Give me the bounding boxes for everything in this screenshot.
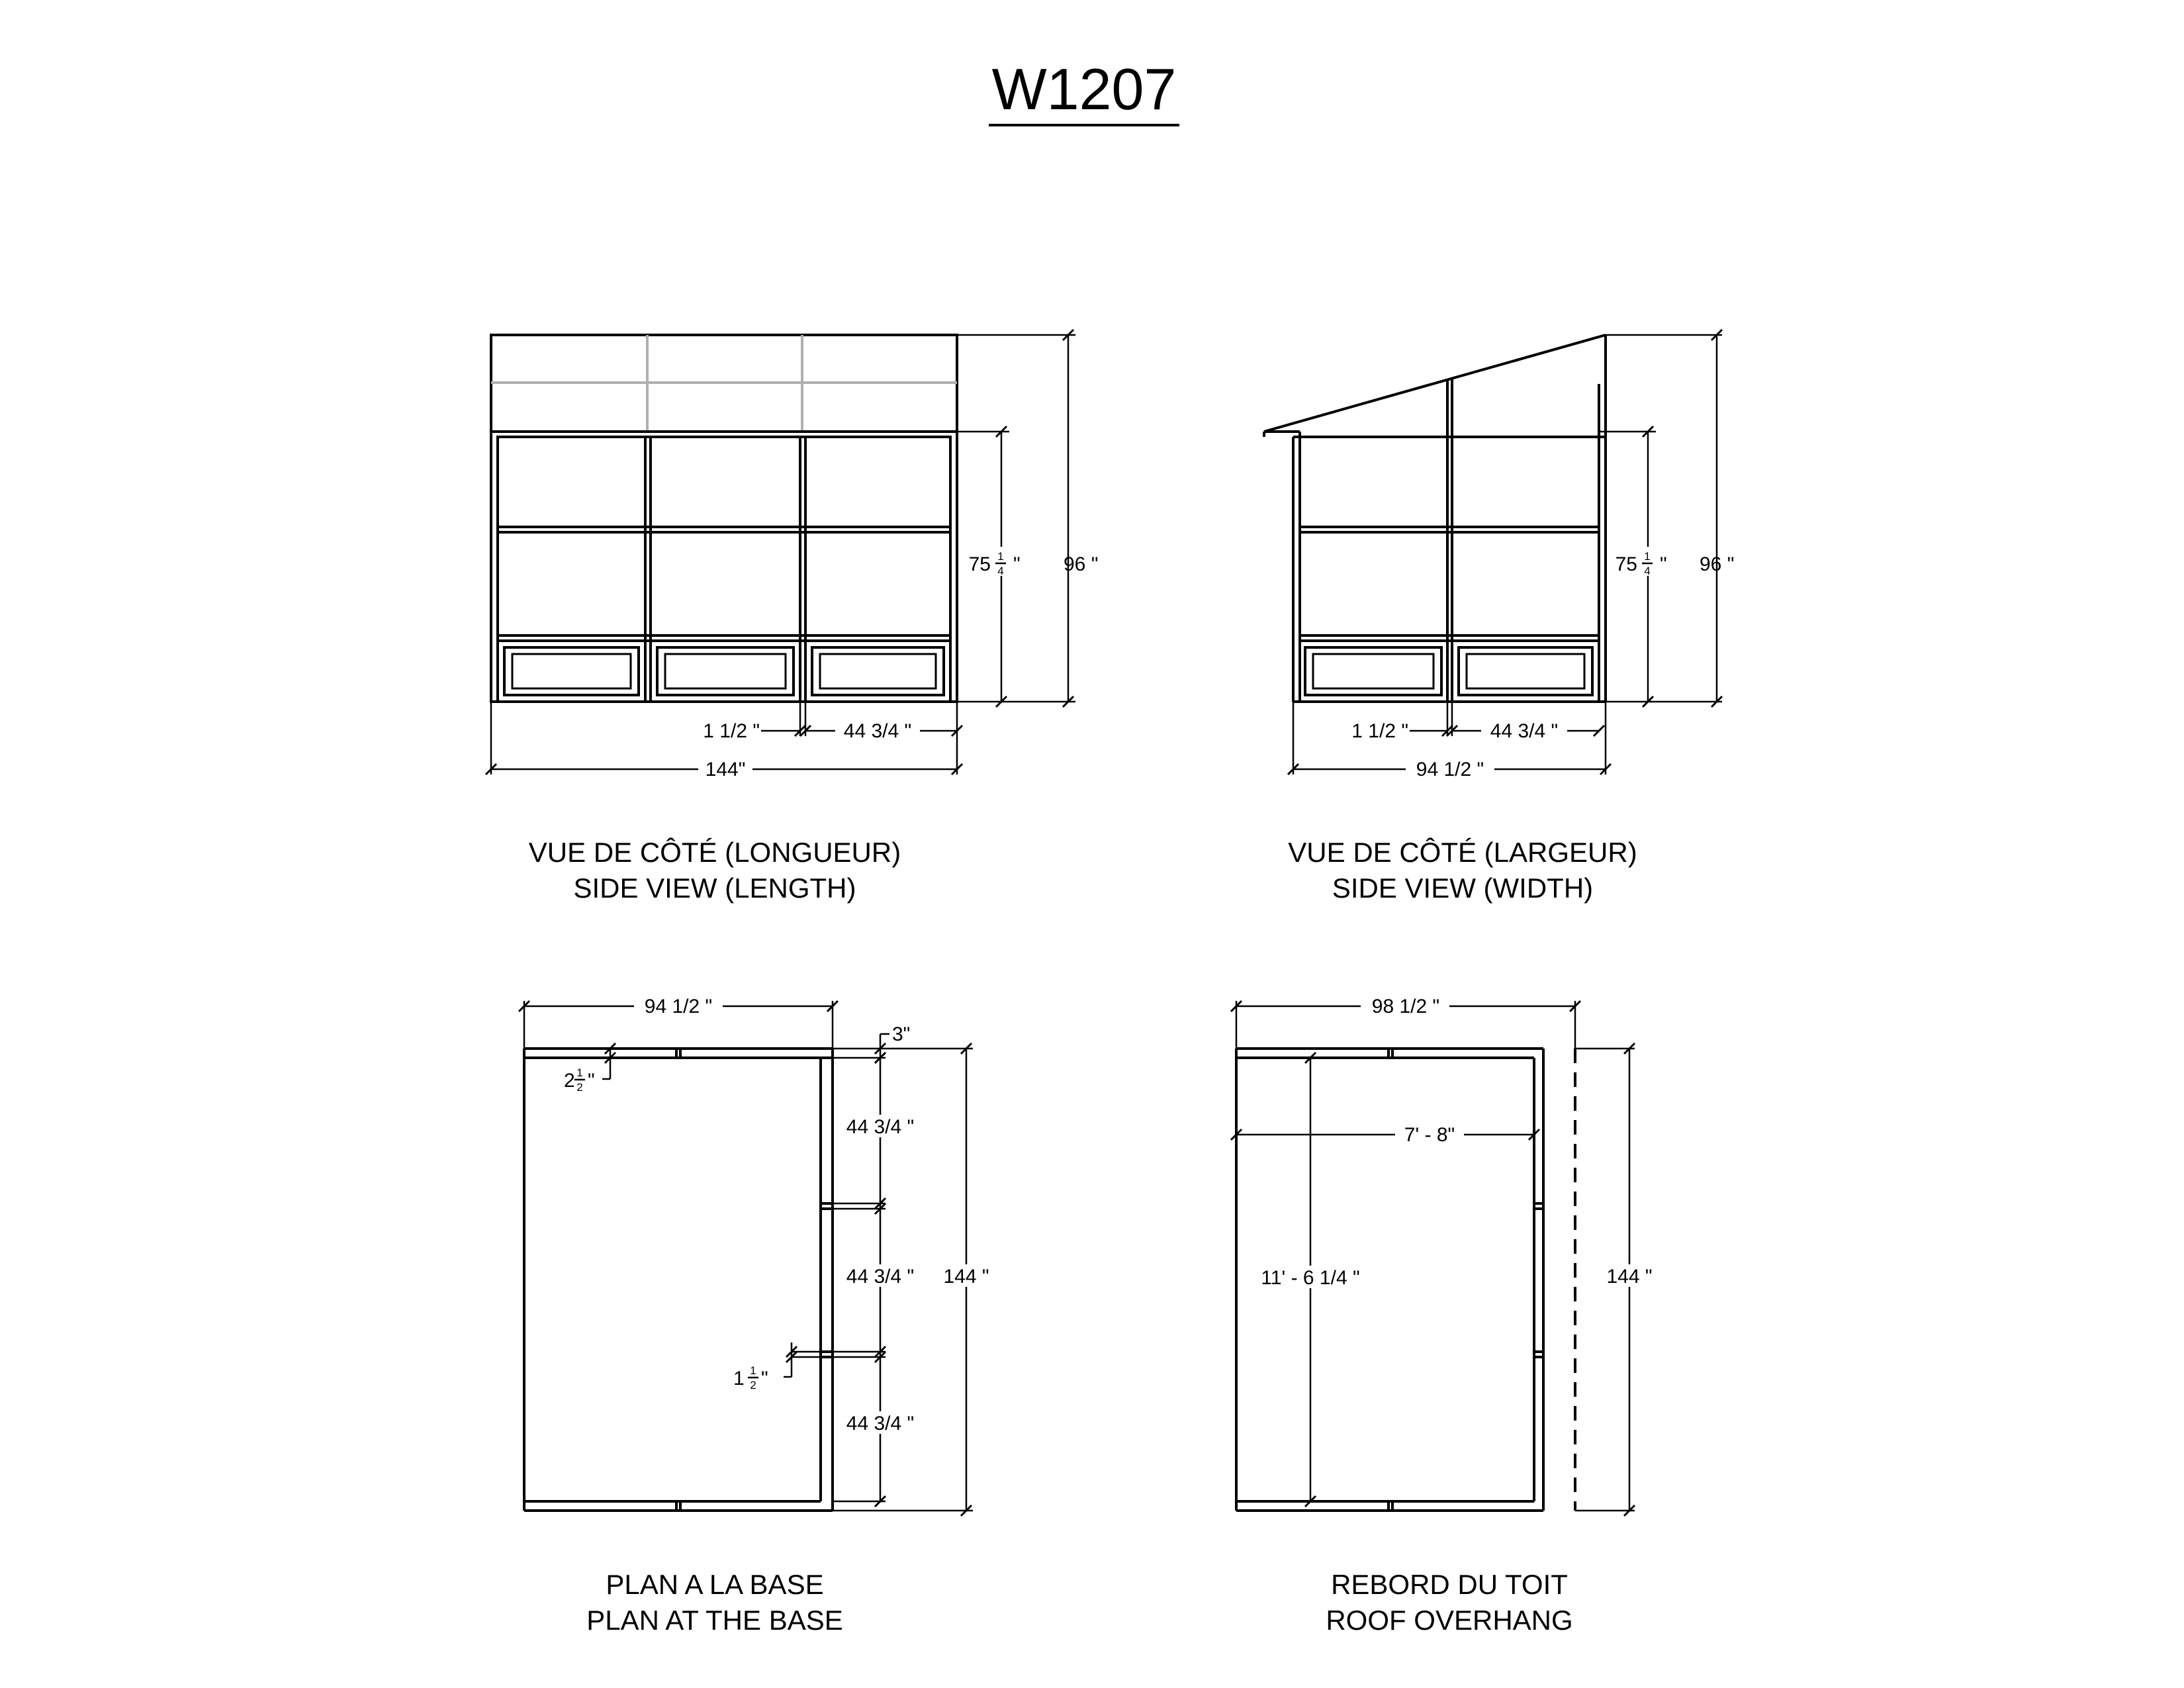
roof-width-dim: 98 1/2 "	[1371, 996, 1440, 1017]
base-post-whole: 1	[733, 1368, 745, 1389]
base-panel-3-dim: 44 3/4 "	[846, 1413, 915, 1434]
base-wall-whole: 2	[564, 1070, 575, 1092]
drawing-title: W1207	[991, 56, 1177, 122]
side-length-wall-height-whole: 75	[968, 553, 991, 575]
side-width-wall-height-num: 1	[1644, 550, 1651, 563]
side-length-wall-height-unit: "	[1013, 553, 1021, 575]
side-width-panel-dim: 44 3/4 "	[1490, 720, 1559, 742]
side-length-width-dim: 144"	[705, 759, 746, 780]
roof-length-dim: 144 "	[1606, 1266, 1653, 1288]
base-wall-num: 1	[576, 1066, 583, 1079]
side-length-wall-height-num: 1	[997, 550, 1004, 563]
side-length-caption-fr: VUE DE CÔTÉ (LONGUEUR)	[528, 837, 901, 868]
roof-caption-en: ROOF OVERHANG	[1326, 1605, 1573, 1636]
base-caption-fr: PLAN A LA BASE	[606, 1569, 824, 1600]
side-width-width-dim: 94 1/2 "	[1416, 759, 1484, 780]
base-width-dim: 94 1/2 "	[644, 996, 713, 1017]
side-length-wall-height-den: 4	[997, 565, 1004, 577]
side-view-length	[486, 330, 1098, 904]
base-panel-2-dim: 44 3/4 "	[846, 1266, 915, 1288]
base-length-dim: 144 "	[943, 1266, 989, 1288]
base-plan	[519, 996, 999, 1636]
side-width-caption-fr: VUE DE CÔTÉ (LARGEUR)	[1288, 837, 1637, 868]
base-caption-en: PLAN AT THE BASE	[586, 1605, 843, 1636]
roof-caption-fr: REBORD DU TOIT	[1331, 1569, 1568, 1600]
side-length-post-dim: 1 1/2 "	[703, 720, 760, 742]
roof-inner-length-dim: 11' - 6 1/4 "	[1261, 1267, 1360, 1289]
side-width-caption-en: SIDE VIEW (WIDTH)	[1332, 872, 1594, 904]
side-length-height-dim: 96 "	[1064, 553, 1099, 575]
side-length-panel-dim: 44 3/4 "	[843, 720, 912, 742]
side-length-caption-en: SIDE VIEW (LENGTH)	[573, 872, 856, 904]
base-panel-1-dim: 44 3/4 "	[846, 1116, 915, 1138]
side-view-width	[1264, 330, 1734, 904]
base-post-den: 2	[750, 1379, 756, 1391]
side-width-wall-height-whole: 75	[1615, 553, 1637, 575]
base-wall-den: 2	[576, 1081, 583, 1094]
base-post-unit: "	[761, 1368, 768, 1389]
side-width-post-dim: 1 1/2 "	[1351, 720, 1408, 742]
side-width-wall-height-den: 4	[1644, 565, 1651, 577]
roof-overhang	[1231, 996, 1662, 1636]
side-width-height-dim: 96 "	[1700, 553, 1735, 575]
base-wall-unit: "	[588, 1070, 595, 1092]
base-offset-dim: 3"	[892, 1023, 911, 1045]
base-post-num: 1	[750, 1364, 756, 1377]
roof-inner-width-dim: 7' - 8"	[1404, 1124, 1455, 1146]
side-width-wall-height-unit: "	[1660, 553, 1667, 575]
